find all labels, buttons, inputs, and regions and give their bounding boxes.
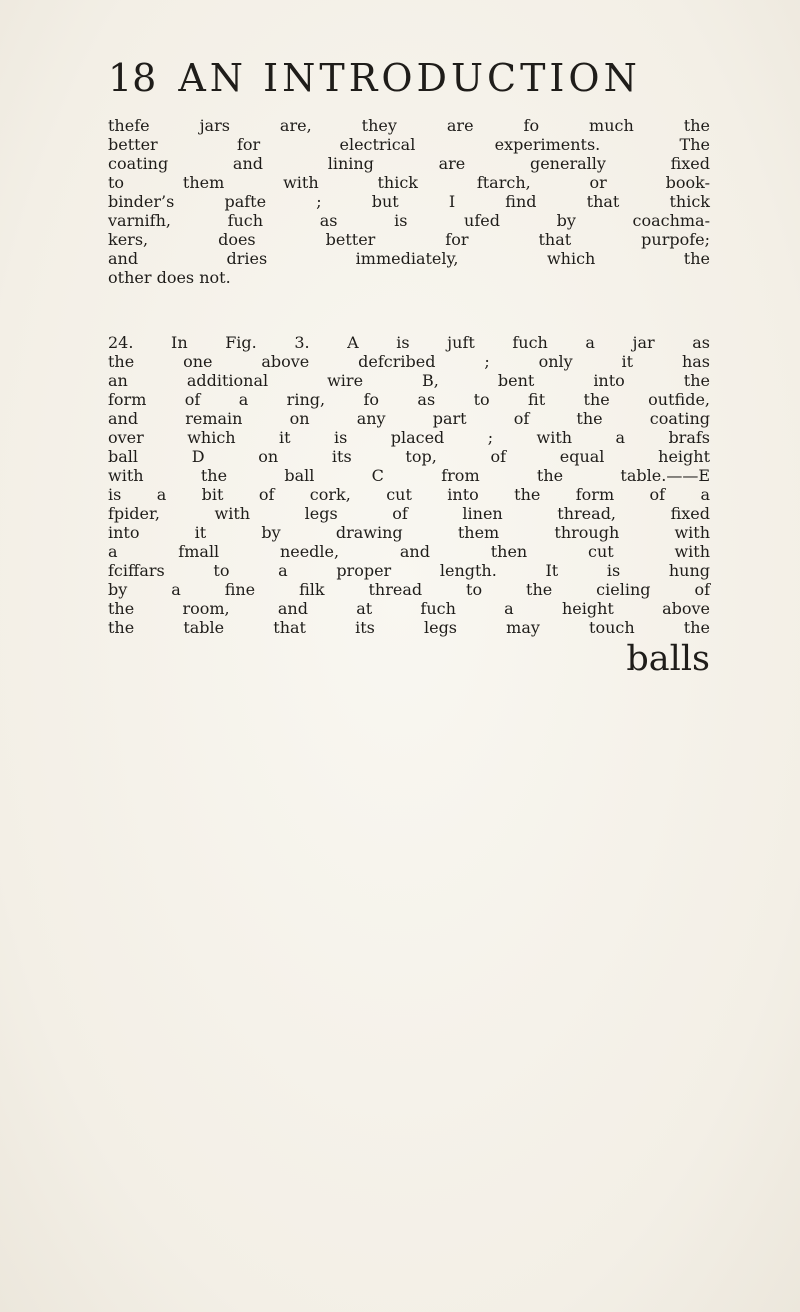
text-line: the room, and at fuch a height above [108, 599, 710, 618]
running-title: AN INTRODUCTION [178, 56, 641, 100]
text-line: with the ball C from the table.——E [108, 466, 710, 485]
text-line: form of a ring, fo as to fit the outfide, [108, 390, 710, 409]
text-line: kers, does better for that purpofe; [108, 230, 710, 249]
text-line: the one above defcribed ; only it has [108, 352, 710, 371]
catchword: balls [626, 639, 710, 679]
text-line: varnifh, fuch as is ufed by coachma- [108, 211, 710, 230]
text-line: the table that its legs may touch the [108, 618, 710, 637]
text-line: into it by drawing them through with [108, 523, 710, 542]
text-line: better for electrical experiments. The [108, 135, 710, 154]
page-number: 18 [108, 56, 157, 100]
text-line: is a bit of cork, cut into the form of a [108, 485, 710, 504]
text-line: a fmall needle, and then cut with [108, 542, 710, 561]
paragraph-1 [108, 116, 710, 287]
text-line: binder’s pafte ; but I find that thick [108, 192, 710, 211]
text-line: coating and lining are generally fixed [108, 154, 710, 173]
text-line: over which it is placed ; with a brafs [108, 428, 710, 447]
paragraph-gap [108, 287, 710, 333]
text-line: fciffars to a proper length. It is hung [108, 561, 710, 580]
text-line: an additional wire B, bent into the [108, 371, 710, 390]
text-line: ball D on its top, of equal height [108, 447, 710, 466]
body-text [108, 116, 710, 683]
text-line: and dries immediately, which the [108, 249, 710, 268]
running-head [108, 56, 710, 108]
text-line: to them with thick ftarch, or book- [108, 173, 710, 192]
text-line: and remain on any part of the coating [108, 409, 710, 428]
text-line: fpider, with legs of linen thread, fixed [108, 504, 710, 523]
text-line: by a fine filk thread to the cieling of [108, 580, 710, 599]
text-line: other does not. [108, 268, 231, 287]
paragraph-2 [108, 333, 710, 637]
text-line: 24. In Fig. 3. A is juft fuch a jar as [108, 333, 710, 352]
text-line: thefe jars are, they are fo much the [108, 116, 710, 135]
